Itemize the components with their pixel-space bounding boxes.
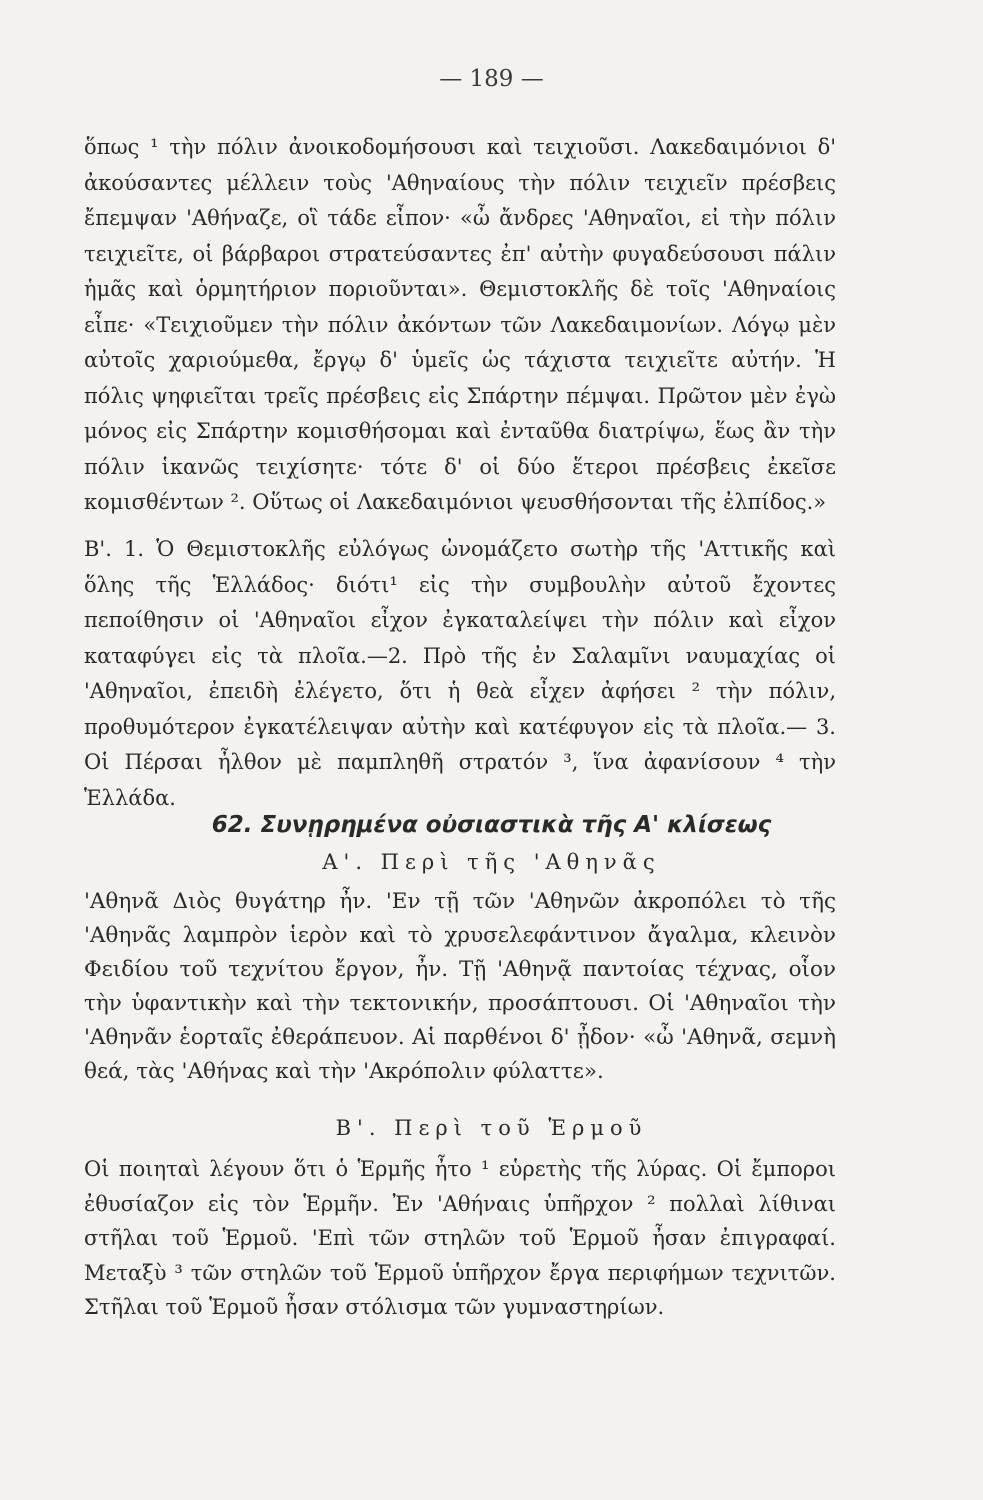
text-block-2: [84, 532, 836, 816]
text-block-3: [84, 885, 836, 1089]
paragraph-3: 'Αθηνᾶ Διὸς θυγάτηρ ἦν. 'Εν τῇ τῶν 'Αθηνῶν ἀκροπόλει τὸ τῆς 'Αθηνᾶς λαμπρὸν ἱερὸν καὶ τὸ χρυσελεφάντινον ἄγαλμα, κλεινὸν Φειδίου τοῦ τεχνίτου ἔργον, ἦν. Τῇ 'Αθηνᾷ παντοίας τέχνας, οἷον τὴν ὑφαντικὴν καὶ τὴν τεκτονικήν, προσάπτουσι. Οἱ 'Αθηναῖοι τὴν 'Αθηνᾶν ἑορταῖς ἐθεράπευον. Αἱ παρθένοι δ' ᾖδον· «ὦ 'Αθηνᾶ, σεμνὴ θεά, τὰς 'Αθήνας καὶ τὴν 'Ακρόπολιν φύλαττε».: [84, 889, 836, 1084]
text-block-1: [84, 130, 836, 521]
page-number: — 189 —: [439, 66, 544, 92]
paragraph-2: Β'. 1. Ὁ Θεμιστοκλῆς εὐλόγως ὠνομάζετο σωτὴρ τῆς 'Αττικῆς καὶ ὅλης τῆς Ἑλλάδος· διότι¹ εἰς τὴν συμβουλὴν αὐτοῦ ἔχοντες πεποίθησιν οἱ 'Αθηναῖοι εἶχον ἐγκαταλείψει τὴν πόλιν καὶ εἶχον καταφύγει εἰς τὰ πλοῖα.—2. Πρὸ τῆς ἐν Σαλαμῖνι ναυμαχίας οἱ 'Αθηναῖοι, ἐπειδὴ ἐλέγετο, ὅτι ἡ θεὰ εἶχεν ἀφήσει ² τὴν πόλιν, προθυμότερον ἐγκατέλειψαν αὐτὴν καὶ κατέφυγον εἰς τὰ πλοῖα.— 3. Οἱ Πέρσαι ἦλθον μὲ παμπληθῆ στρατόν ³, ἵνα ἀφανίσουν ⁴ τὴν Ἑλλάδα.: [84, 537, 836, 810]
paragraph-1: ὅπως ¹ τὴν πόλιν ἀνοικοδομήσουσι καὶ τειχιοῦσι. Λακεδαιμόνιοι δ' ἀκούσαντες μέλλειν τοὺς 'Αθηναίους τὴν πόλιν τειχιεῖν πρέσβεις ἔπεμψαν 'Αθήναζε, οἳ τάδε εἶπον· «ὦ ἄνδρες 'Αθηναῖοι, εἰ τὴν πόλιν τειχιεῖτε, οἱ βάρβαροι στρατεύσαντες ἐπ' αὐτὴν φυγαδεύσουσι πάλιν ἡμᾶς καὶ ὁρμητήριον ποριοῦνται». Θεμιστοκλῆς δὲ τοῖς 'Αθηναίοις εἶπε· «Τειχιοῦμεν τὴν πόλιν ἀκόντων τῶν Λακεδαιμονίων. Λόγῳ μὲν αὐτοῖς χαριούμεθα, ἔργῳ δ' ὑμεῖς ὡς τάχιστα τειχιεῖτε αὐτήν. Ἡ πόλις ψηφιεῖται τρεῖς πρέσβεις εἰς Σπάρτην πέμψαι. Πρῶτον μὲν ἐγὼ μόνος εἰς Σπάρτην κομισθήσομαι καὶ ἐνταῦθα διατρίψω, ἕως ἂν τὴν πόλιν ἱκανῶς τειχίσητε· τότε δ' οἱ δύο ἕτεροι πρέσβεις ἐκεῖσε κομισθέντων ². Οὕτως οἱ Λακεδαιμόνιοι ψευσθήσονται τῆς ἐλπίδος.»: [84, 135, 836, 514]
subheading-athena: Α'. Περὶ τῆς 'Αθηνᾶς: [322, 850, 661, 874]
text-block-4: [84, 1152, 836, 1325]
paragraph-4: Οἱ ποιηταὶ λέγουν ὅτι ὁ Ἑρμῆς ἦτο ¹ εὑρετὴς τῆς λύρας. Οἱ ἔμποροι ἐθυσίαζον εἰς τὸν Ἑρμῆν. Ἐν 'Αθήναις ὑπῆρχον ² πολλαὶ λίθιναι στῆλαι τοῦ Ἑρμοῦ. 'Επὶ τῶν στηλῶν τοῦ Ἑρμοῦ ἦσαν ἐπιγραφαί. Μεταξὺ ³ τῶν στηλῶν τοῦ Ἑρμοῦ ὑπῆρχον ἔργα περιφήμων τεχνιτῶν. Στῆλαι τοῦ Ἑρμοῦ ἦσαν στόλισμα τῶν γυμναστηρίων.: [84, 1157, 836, 1319]
section-heading: 62. Συνῃρημένα οὐσιαστικὰ τῆς Α' κλίσεως: [211, 812, 772, 838]
subheading-hermes: Β'. Περὶ τοῦ Ἑρμοῦ: [335, 1116, 648, 1140]
